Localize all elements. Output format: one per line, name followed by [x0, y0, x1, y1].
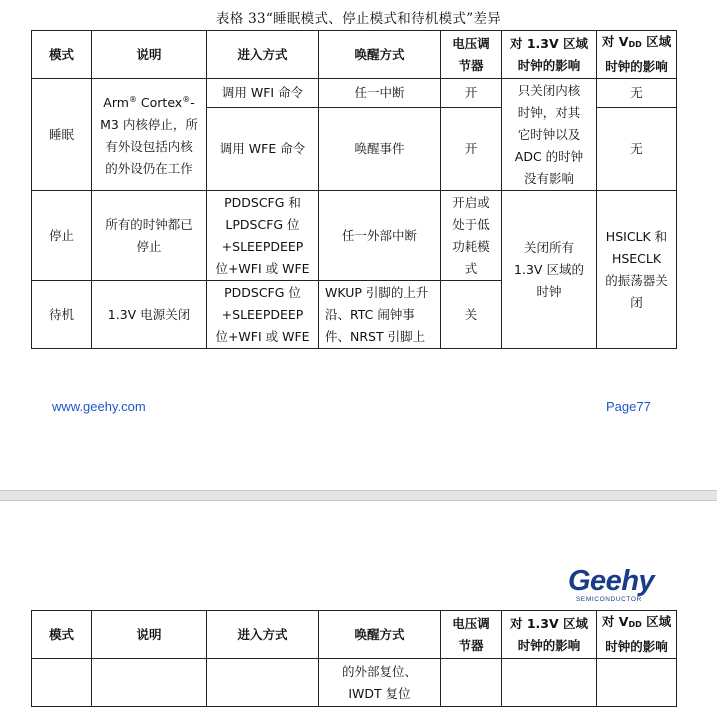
sleep-wake-wfi: 任一中断 — [319, 79, 441, 108]
header-mode: 模式 — [32, 611, 92, 659]
stop-mode-cell: 停止 — [32, 191, 92, 281]
empty-cell — [92, 659, 207, 707]
sleep-entry-wfi: 调用 WFI 命令 — [207, 79, 319, 108]
header-voltage-regulator: 电压调 节器 — [441, 611, 502, 659]
header-wakeup: 唤醒方式 — [319, 611, 441, 659]
header-vdd-clock: 对 VDD 区域 时钟的影响 — [597, 611, 677, 659]
empty-cell — [207, 659, 319, 707]
sleep-description: Arm® Cortex®- M3 内核停止，所 有外设包括内核 的外设仍在工作 — [92, 79, 207, 191]
standby-vreg: 关 — [441, 281, 502, 349]
sleep-vdd-wfe: 无 — [597, 108, 677, 191]
header-wakeup: 唤醒方式 — [319, 31, 441, 79]
empty-cell — [441, 659, 502, 707]
page-separator — [0, 490, 717, 501]
table-row-standby-continued — [32, 659, 677, 707]
stop-wake: 任一外部中断 — [319, 191, 441, 281]
standby-description: 1.3V 电源关闭 — [92, 281, 207, 349]
geehy-logo: Geehy SEMICONDUCTOR — [568, 565, 655, 603]
empty-cell — [32, 659, 92, 707]
header-mode: 模式 — [32, 31, 92, 79]
standby-entry: PDDSCFG 位 +SLEEPDEEP 位+WFI 或 WFE — [207, 281, 319, 349]
stop-entry: PDDSCFG 和 LPDSCFG 位 +SLEEPDEEP 位+WFI 或 WFE — [207, 191, 319, 281]
sleep-wake-wfe: 唤醒事件 — [319, 108, 441, 191]
empty-cell — [502, 659, 597, 707]
standby-wake-continued: 的外部复位、 IWDT 复位 — [319, 659, 441, 707]
header-description: 说明 — [92, 31, 207, 79]
sleep-mode-cell: 睡眠 — [32, 79, 92, 191]
stop-standby-vdd-clock: HSICLK 和 HSECLK 的振荡器关 闭 — [597, 191, 677, 349]
empty-cell — [597, 659, 677, 707]
footer-website[interactable]: www.geehy.com — [52, 399, 146, 414]
mode-comparison-table-continued — [31, 610, 677, 707]
header-entry: 进入方式 — [207, 611, 319, 659]
table-row-stop — [32, 191, 677, 281]
header-vdd-clock: 对 VDD 区域 时钟的影响 — [597, 31, 677, 79]
sleep-entry-wfe: 调用 WFE 命令 — [207, 108, 319, 191]
stop-standby-1v3-clock: 关闭所有 1.3V 区域的 时钟 — [502, 191, 597, 349]
standby-wake: WKUP 引脚的上升 沿、RTC 闹钟事 件、NRST 引脚上 — [319, 281, 441, 349]
header-description: 说明 — [92, 611, 207, 659]
header-1v3-clock: 对 1.3V 区域 时钟的影响 — [502, 31, 597, 79]
sleep-vreg-wfi: 开 — [441, 79, 502, 108]
stop-vreg: 开启或 处于低 功耗模 式 — [441, 191, 502, 281]
stop-description: 所有的时钟都已 停止 — [92, 191, 207, 281]
header-1v3-clock: 对 1.3V 区域 时钟的影响 — [502, 611, 597, 659]
header-row-continued — [32, 611, 677, 659]
sleep-vdd-wfi: 无 — [597, 79, 677, 108]
footer-page-number: Page77 — [606, 399, 651, 414]
table-row-sleep-wfi — [32, 79, 677, 108]
sleep-1v3-clock: 只关闭内核 时钟，对其 它时钟以及 ADC 的时钟 没有影响 — [502, 79, 597, 191]
mode-comparison-table — [31, 30, 677, 349]
header-voltage-regulator: 电压调 节器 — [441, 31, 502, 79]
table-caption: 表格 33“睡眠模式、停止模式和待机模式”差异 — [215, 11, 502, 27]
header-row — [32, 31, 677, 79]
standby-mode-cell: 待机 — [32, 281, 92, 349]
sleep-vreg-wfe: 开 — [441, 108, 502, 191]
header-entry: 进入方式 — [207, 31, 319, 79]
